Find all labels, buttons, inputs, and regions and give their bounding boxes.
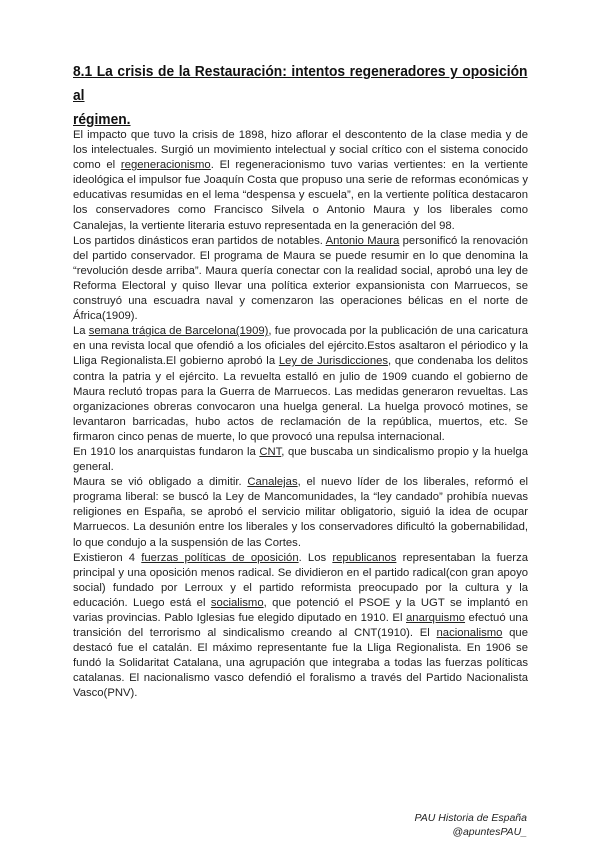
term-cnt: CNT [259,445,282,458]
text-run: , que buscaba un sindicalismo propio y la huelga general. [73,445,528,474]
text-run: En 1910 los anarquistas fundaron la [73,445,260,458]
paragraph-regeneracionismo [73,128,528,234]
footer-handle: @apuntesPAU_ [452,826,527,838]
section-title-line2: régimen. [73,111,131,128]
text-run: representaban la fuerza principal y una oposición menos radical. Se dividieron en el partido radical(con gran apoyo social) fundado por Lerroux y el partido reformista preocupado por la cultura y la educación. Luego está el [73,551,529,609]
paragraph-canalejas [73,475,528,550]
text-run: Existieron 4 [73,551,142,564]
text-run: La [73,325,89,338]
term-ley-jurisdicciones: Ley de Jurisdicciones [278,355,389,368]
text-run: El impacto que tuvo la crisis de 1898, hizo aflorar el descontento de la clase media y de los intelectuales. Surgió un movimiento intelectual y social crítico con el sistema conocido como el [73,129,528,172]
term-regeneracionismo: regeneracionismo [120,159,211,172]
paragraph-maura [73,234,528,325]
section-title-line1: 8.1 La crisis de la Restauración: intentos regeneradores y oposición al [73,63,528,104]
paragraph-cnt [73,445,528,475]
text-run: . Los [298,551,333,564]
text-run: , que condenaba los delitos contra la patria y el ejército. La revuelta estalló en julio de 1909 cuando el gobierno de Maura reclutó tropas para la Guerra de Marruecos. Las medidas generaron revueltas. Las organizaciones obreras convocaron una huelga general. La huelga provocó motines, se levantaron barricadas, hubo actos de reclamación de la república, muertos, etc. Se firmaron cinco penas de muerte, lo que provocó una repulsa internacional. [73,355,528,443]
paragraph-semana-tragica [73,324,528,445]
text-run: . El regeneracionismo tuvo varias vertientes: en la vertiente ideológica el impulsor fue Joaquín Costa que propuso una serie de reformas económicas y educativas resumidas en el lema “despensa y escuela”, en la vertiente política destacaron los conservadores como Francisco Silvela o Antonio Maura y los liberales como Canalejas, la vertiente literaria estuvo representada en la generación del 98. [73,159,528,232]
term-fuerzas-oposicion: fuerzas políticas de oposición [141,551,299,564]
term-antonio-maura: Antonio Maura [325,234,400,247]
text-run: , que potenció el PSOE y la UGT se implantó en varias provincias. Pablo Iglesias fue elegido diputado en 1910. El [73,596,528,624]
text-run: , el nuevo líder de los liberales, reformó el programa liberal: se buscó la Ley de Mancomunidades, la “ley candado” prohibía nuevas religiones en España, se aprobó el servicio militar obligatorio, siguió la idea de ocupar Marruecos. La desunión entre los liberales y los conservadores dificultó la gobernabilidad, lo que condujo a la suspensión de las Cortes. [73,476,528,549]
text-run: personificó la renovación del partido conservador. El programa de Maura se puede resumir en lo que denomina la “revolución desde arriba”. Maura quería conectar con la realidad social, aprobó una ley de Reforma Electoral y quiso llevar una política exterior expansionista con Marruecos, se construyó una escuadra naval y comenzaron las operaciones bélicas en el norte de África(1909). [73,234,529,323]
text-run: , fue provocada por la publicación de una caricatura en una revista local que ofendió a los oficiales del ejército.Estos asaltaron el périodico y la Lliga Regionalista.El gobierno aprobó la [73,325,528,368]
page-footer [415,811,527,839]
text-run: efectuó una transición del terrorismo al sindicalismo creando al CNT(1910). El [73,612,528,640]
term-canalejas: Canalejas [247,476,298,489]
footer-subject: PAU Historia de España [414,812,527,824]
paragraph-oposicion [73,551,528,702]
term-semana-tragica: semana trágica de Barcelona(1909) [88,325,269,338]
section-title [73,60,527,132]
term-republicanos: republicanos [332,551,397,564]
term-nacionalismo: nacionalismo [436,627,503,640]
text-run: Los partidos dinásticos eran partidos de notables. [73,234,326,247]
text-run: que destacó fue el catalán. El máximo representante fue la Lliga Regionalista. En 1906 se fundó la Solidaritat Catalana, una agrupación que integraba a todas las fuerzas políticas catalanas. El nacionalismo vasco defendió el foralismo a través del Partido Nacionalista Vasco(PNV). [73,627,528,700]
term-anarquismo: anarquismo [406,612,466,624]
body-text [73,128,528,702]
term-socialismo: socialismo [210,596,264,609]
text-run: Maura se vió obligado a dimitir. [73,476,248,489]
